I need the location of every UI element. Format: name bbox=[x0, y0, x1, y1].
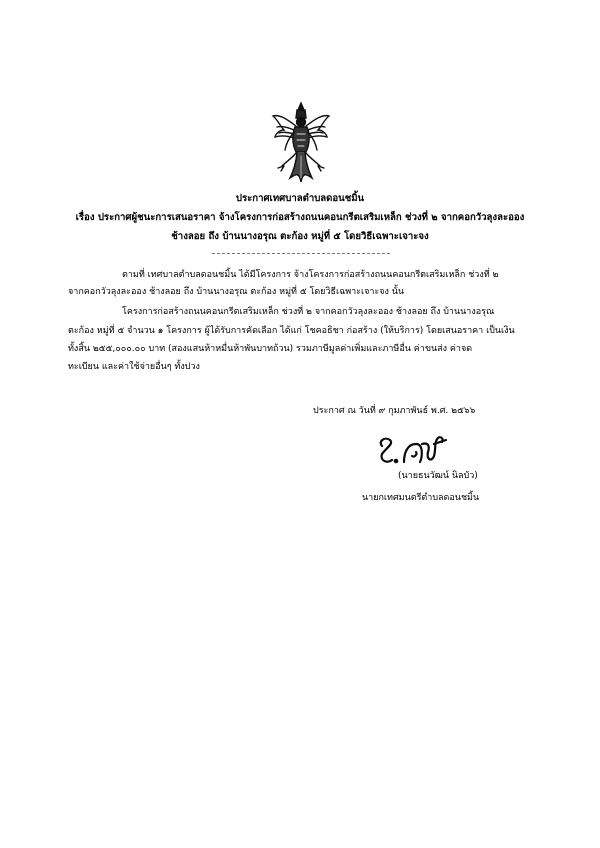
separator-line bbox=[212, 253, 390, 254]
garuda-emblem-icon bbox=[270, 100, 332, 190]
body-line-3: โครงการก่อสร้างถนนคอนกรีตเสริมเหล็ก ช่วงที่ ๒ จากคอกวัวลุงละออง ช้างลอย ถึง บ้านนางอรุณ bbox=[122, 307, 495, 317]
body-line-6: ทะเบียน และค่าใช้จ่ายอื่นๆ ทั้งปวง bbox=[68, 362, 200, 372]
announcement-title: ประกาศเทศบาลตำบลดอนชมิ้น bbox=[235, 193, 365, 204]
body-line-4: ตะก้อง หมู่ที่ ๕ จำนวน ๑ โครงการ ผู้ได้รับการคัดเลือก ได้แก่ โชคอธิชา ก่อสร้าง (ให้บริการ) โดยเสนอราคา เป็นเงิน bbox=[68, 326, 515, 336]
body-line-5: ทั้งสิ้น ๒๕๕,๐๐๐.๐๐ บาท (สองแสนห้าหมื่นห้าพันบาทถ้วน) รวมภาษีมูลค่าเพิ่มและภาษีอื่น ค่าขนส่ง ค่าจด bbox=[68, 344, 473, 354]
body-line-2: จากคอกวัวลุงละออง ช้างลอย ถึง บ้านนางอรุณ ตะก้อง หมู่ที่ ๕ โดยวิธีเฉพาะเจาะจง นั้น bbox=[68, 287, 405, 297]
signer-name: (นายธนวัฒน์ นิลบัว) bbox=[398, 471, 478, 481]
announcement-subject-line-1: เรื่อง ประกาศผู้ชนะการเสนอราคา จ้างโครงการก่อสร้างถนนคอนกรีตเสริมเหล็ก ช่วงที่ ๒ จากคอกวัวลุงละออง bbox=[75, 212, 525, 223]
signer-position: นายกเทศมนตรีตำบลดอนชมิ้น bbox=[362, 493, 480, 503]
announcement-subject-line-2: ช้างลอย ถึง บ้านนางอรุณ ตะก้อง หมู่ที่ ๕ โดยวิธีเฉพาะเจาะจง bbox=[171, 231, 429, 242]
handwritten-signature bbox=[374, 432, 454, 468]
body-line-1: ตามที่ เทศบาลตำบลดอนชมิ้น ได้มีโครงการ จ้างโครงการก่อสร้างถนนคอนกรีตเสริมเหล็ก ช่วงที่ ๒ bbox=[122, 270, 499, 280]
announcement-date: ประกาศ ณ วันที่ ๙ กุมภาพันธ์ พ.ศ. ๒๕๖๖ bbox=[313, 406, 476, 416]
